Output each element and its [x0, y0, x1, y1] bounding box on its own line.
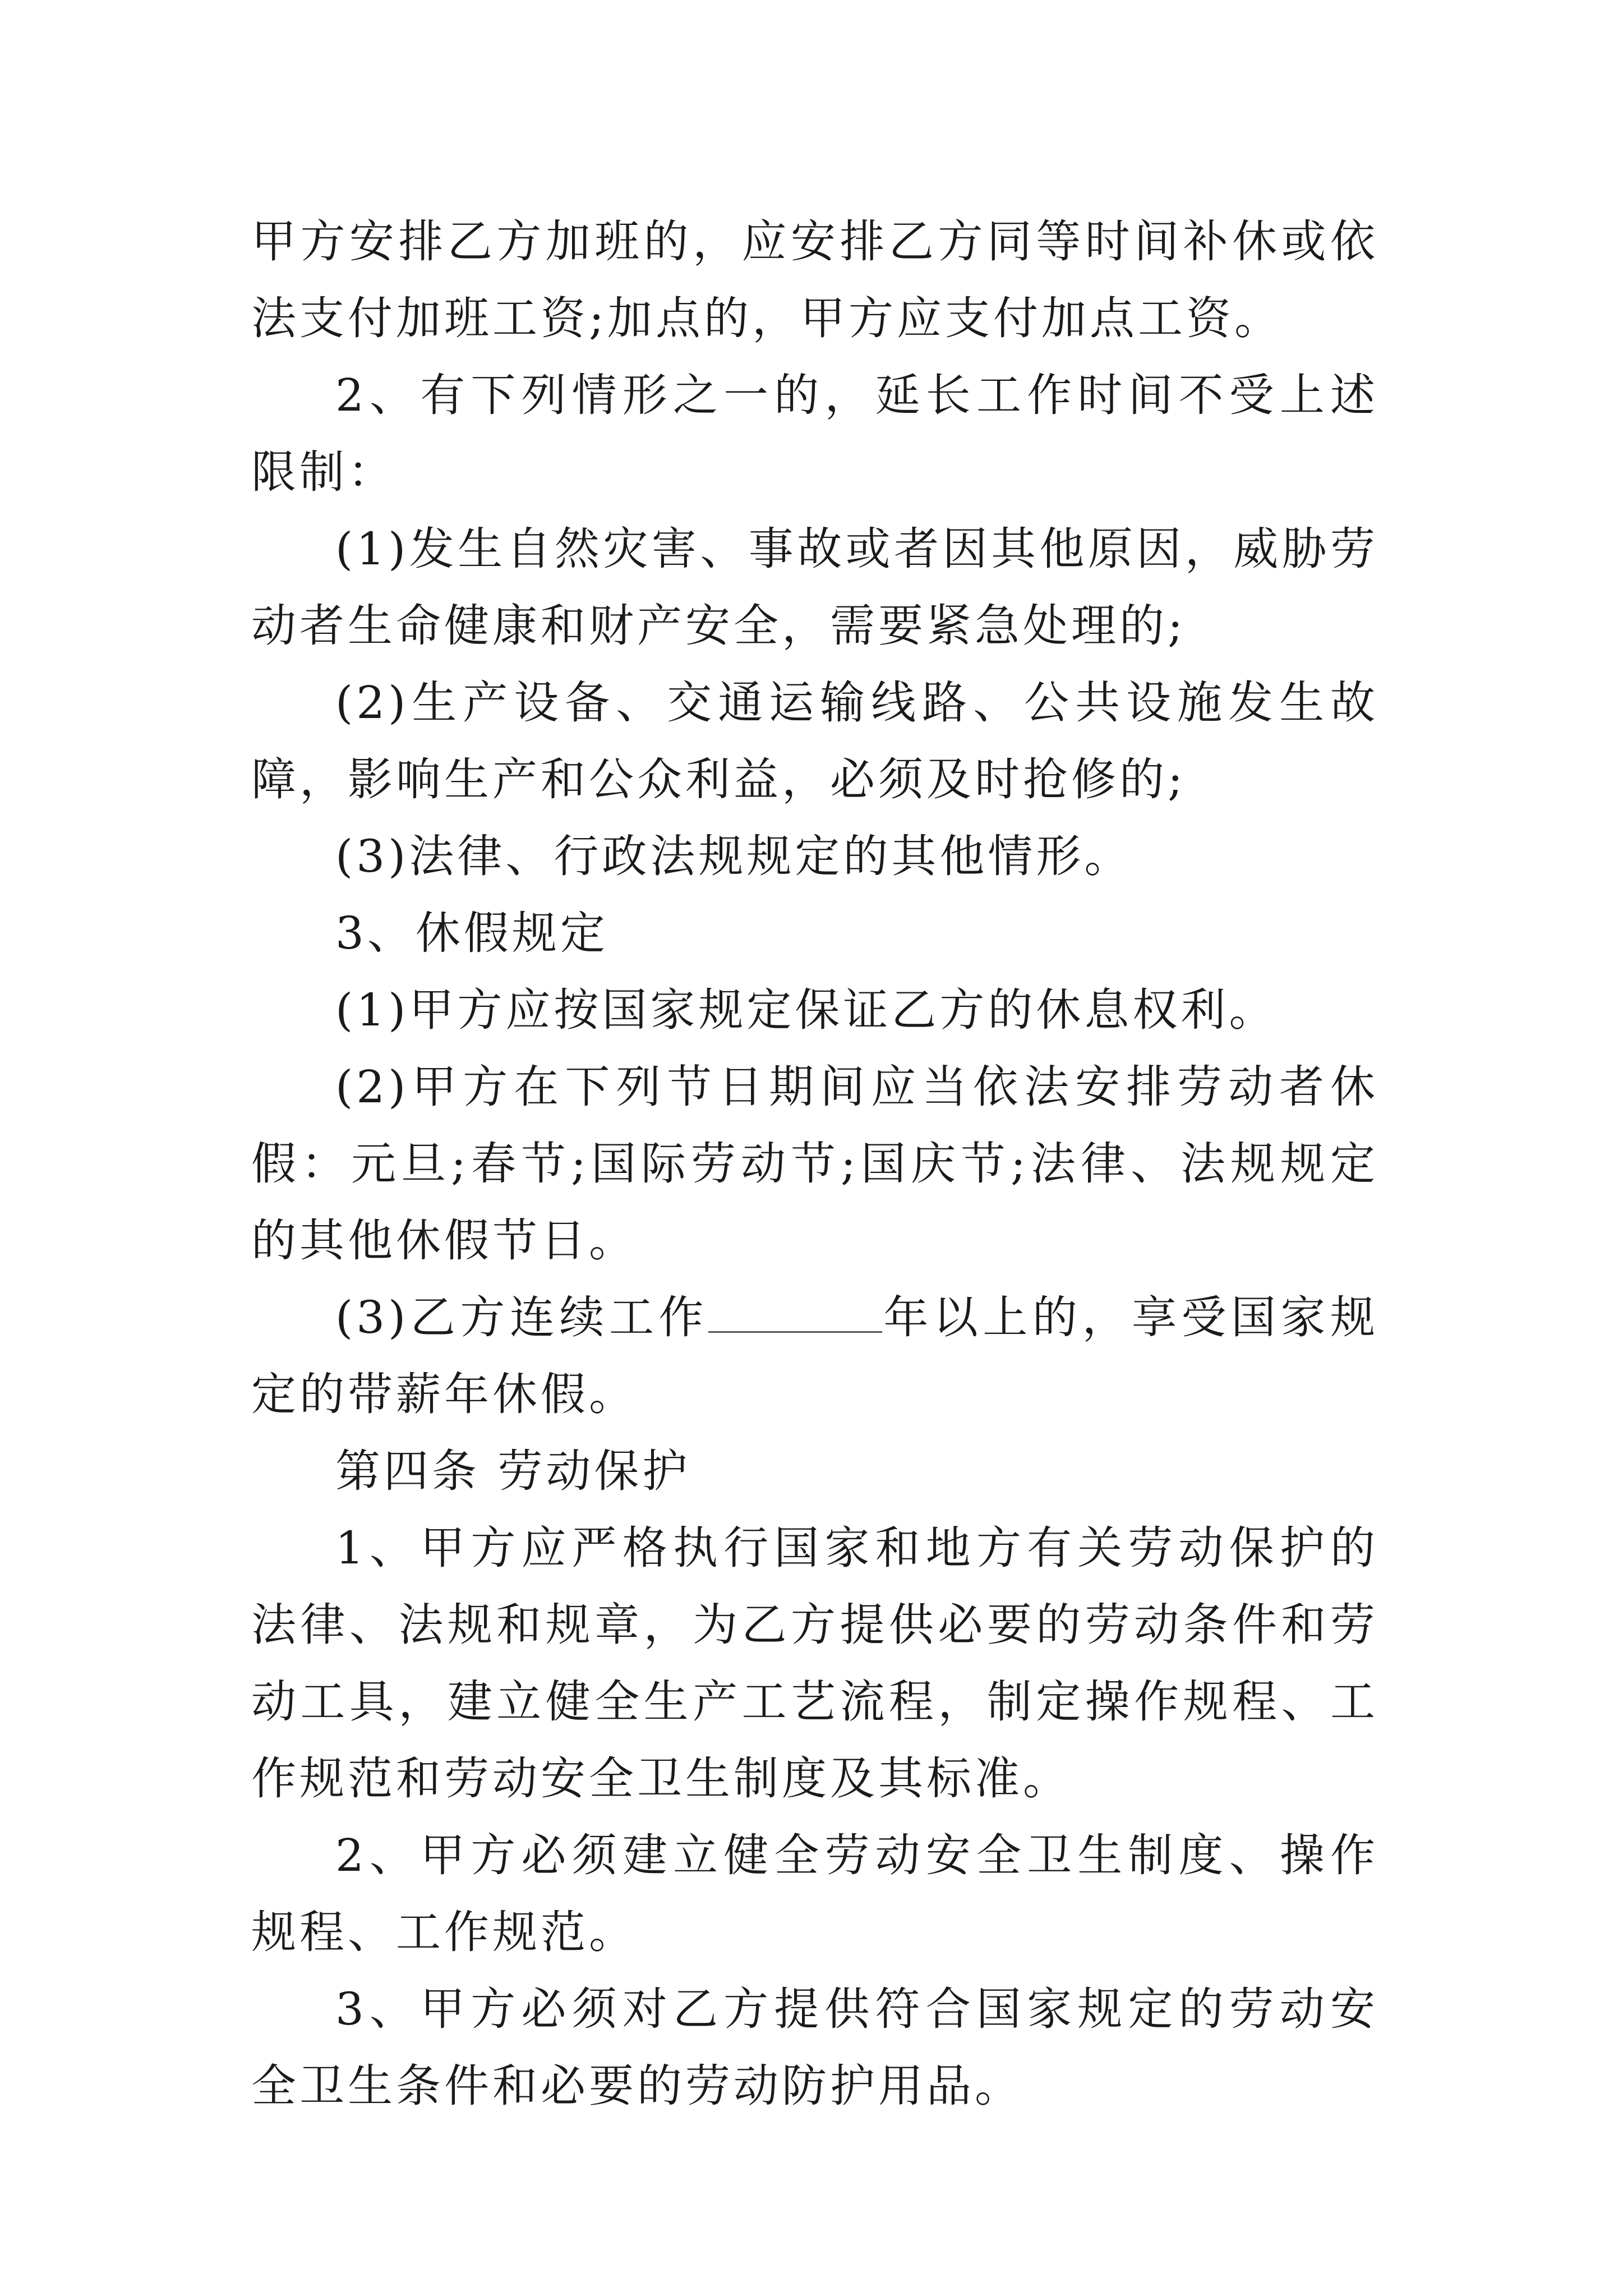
leave-3-text-after: 年以上的，享受国家规定的带薪年休假。 [251, 1291, 1378, 1420]
paragraph-exception-1: (1)发生自然灾害、事故或者因其他原因，威胁劳动者生命健康和财产安全，需要紧急处理的; [251, 523, 1378, 652]
paragraph-leave-3 [251, 1279, 1378, 1433]
document-body [251, 203, 1378, 2124]
paragraph-exception-3: (3)法律、行政法规规定的其他情形。 [335, 830, 1133, 882]
paragraph-leave-2: (2)甲方在下列节日期间应当依法安排劳动者休假：元旦;春节;国际劳动节;国庆节;法律、法规规定的其他休假节日。 [251, 1061, 1378, 1267]
paragraph-leave-1: (1)甲方应按国家规定保证乙方的休息权利。 [335, 984, 1278, 1036]
paragraph-exception-2: (2)生产设备、交通运输线路、公共设施发生故障，影响生产和公众利益，必须及时抢修的; [251, 677, 1378, 806]
paragraph-protection-1: 1、甲方应严格执行国家和地方有关劳动保护的法律、法规和规章，为乙方提供必要的劳动条件和劳动工具，建立健全生产工艺流程，制定操作规程、工作规范和劳动安全卫生制度及其标准。 [251, 1522, 1378, 1805]
years-blank-line [708, 1292, 882, 1333]
article-4-heading: 第四条 劳动保护 [335, 1445, 691, 1497]
paragraph-overtime-compensation: 甲方安排乙方加班的，应安排乙方同等时间补休或依法支付加班工资;加点的，甲方应支付加点工资。 [251, 215, 1378, 344]
paragraph-protection-3: 3、甲方必须对乙方提供符合国家规定的劳动安全卫生条件和必要的劳动防护用品。 [251, 1983, 1378, 2112]
leave-3-text-before: (3)乙方连续工作 [335, 1291, 708, 1343]
paragraph-protection-2: 2、甲方必须建立健全劳动安全卫生制度、操作规程、工作规范。 [251, 1829, 1378, 1958]
paragraph-leave-heading: 3、休假规定 [335, 907, 608, 959]
paragraph-exceptions-heading: 2、有下列情形之一的，延长工作时间不受上述限制： [251, 369, 1378, 498]
